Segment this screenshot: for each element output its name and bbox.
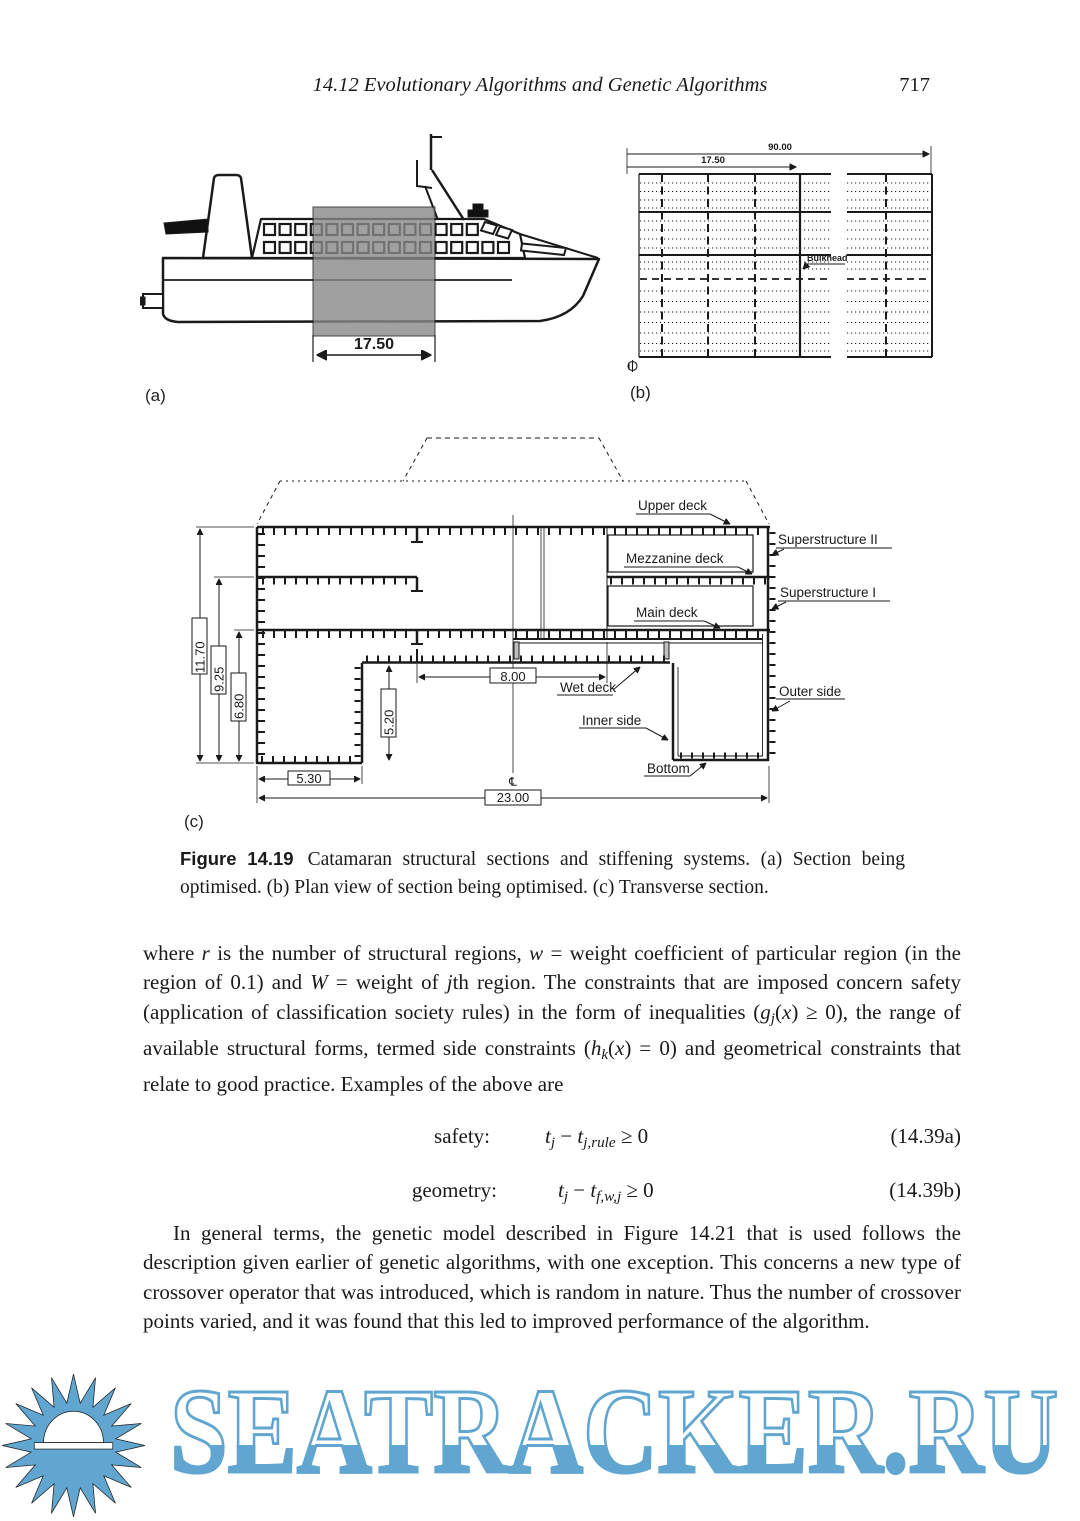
- stiffener-grid: [640, 174, 931, 357]
- dim-17-50: [313, 335, 435, 362]
- panel-a-ship-drawing: [140, 128, 620, 373]
- panel-c-section-drawing: [150, 420, 930, 820]
- section-header: 14.12 Evolutionary Algorithms and Genetic Algorithms: [312, 74, 768, 96]
- datum-symbol: [628, 360, 637, 372]
- svg-text:23.00: 23.00: [496, 790, 530, 805]
- funnel: [203, 175, 252, 258]
- equation-safety: [143, 1124, 961, 1154]
- figure-caption-text: Catamaran structural sections and stiffening systems. (a) Section being optimised. (b) Plan view of section being optimised. (c) Transverse section.: [180, 849, 905, 898]
- panel-b-tag: (b): [630, 383, 651, 402]
- girder-stubs: [411, 528, 423, 662]
- dim-90-00: [627, 142, 931, 174]
- paragraph-2: In general terms, the genetic model described in Figure 14.21 that is used follows the description given earlier of genetic algorithms, with one exception. This concerns a new type of crossover operator that was introduced, which is random in nature. Thus the number of crossover points varied, and it was found that this led to improved performance of the algorithm.: [143, 1221, 961, 1334]
- svg-text:Bulkhead: Bulkhead: [807, 253, 848, 263]
- paragraph-1: where r is the number of structural regions, w = weight coefficient of particular region (in the region of 0.1) and W = weight of jth region. The constraints that are imposed concern safety (application of classification society rules) in the form of inequalities (gj(x) ≥ 0), the range of available structural forms, termed side constraints (hk(x) = 0) and geometrical constraints that relate to good practice. Examples of the above are: [143, 941, 962, 1097]
- figure-caption-label: Figure 14.19: [180, 848, 294, 869]
- panel-b-plan-drawing: [618, 138, 948, 383]
- panel-c-tag: (c): [184, 812, 204, 831]
- bulkhead-label: [803, 253, 848, 269]
- page-number: 717: [899, 74, 930, 96]
- equation-formula: tj − tj,rule ≥ 0: [545, 1124, 649, 1151]
- centerline-symbol: ℄: [509, 775, 517, 789]
- deck-grid-lines: [639, 174, 932, 357]
- svg-text:Mezzanine deck: Mezzanine deck: [626, 551, 724, 566]
- svg-text:8.00: 8.00: [500, 669, 526, 684]
- svg-text:90.00: 90.00: [768, 142, 792, 153]
- equation-formula: tj − tf,w,j ≥ 0: [558, 1178, 654, 1205]
- svg-text:Superstructure I: Superstructure I: [780, 585, 877, 600]
- equation-geometry: [143, 1178, 961, 1208]
- svg-text:5.20: 5.20: [381, 709, 397, 735]
- svg-text:5.30: 5.30: [296, 771, 322, 786]
- svg-text:9.25: 9.25: [211, 666, 227, 692]
- seatracker-watermark: SEATRACKER.RU: [170, 1364, 1059, 1499]
- svg-text:Bottom: Bottom: [647, 761, 690, 776]
- dim-17-50-plan: [627, 155, 796, 167]
- equation-name: safety:: [434, 1124, 490, 1148]
- svg-text:Upper deck: Upper deck: [638, 498, 708, 513]
- inner-plating: [513, 634, 763, 756]
- equation-number: (14.39b): [889, 1178, 961, 1202]
- svg-text:Outer side: Outer side: [779, 684, 842, 699]
- optimised-section-band: [313, 207, 435, 336]
- equation-name: geometry:: [411, 1178, 497, 1202]
- figure-caption: [180, 845, 905, 902]
- svg-text:Main deck: Main deck: [636, 605, 698, 620]
- svg-text:17.50: 17.50: [353, 336, 395, 353]
- panel-a-tag: (a): [145, 386, 166, 405]
- svg-text:6.80: 6.80: [231, 693, 247, 719]
- svg-text:11.70: 11.70: [192, 641, 208, 673]
- svg-text:Superstructure II: Superstructure II: [778, 532, 878, 547]
- svg-text:Inner side: Inner side: [582, 713, 642, 728]
- sun-icon: [0, 1372, 147, 1519]
- equation-number: (14.39a): [890, 1124, 961, 1148]
- stern-boom: [164, 219, 208, 234]
- svg-text:Wet deck: Wet deck: [560, 680, 617, 695]
- svg-text:17.50: 17.50: [701, 155, 725, 166]
